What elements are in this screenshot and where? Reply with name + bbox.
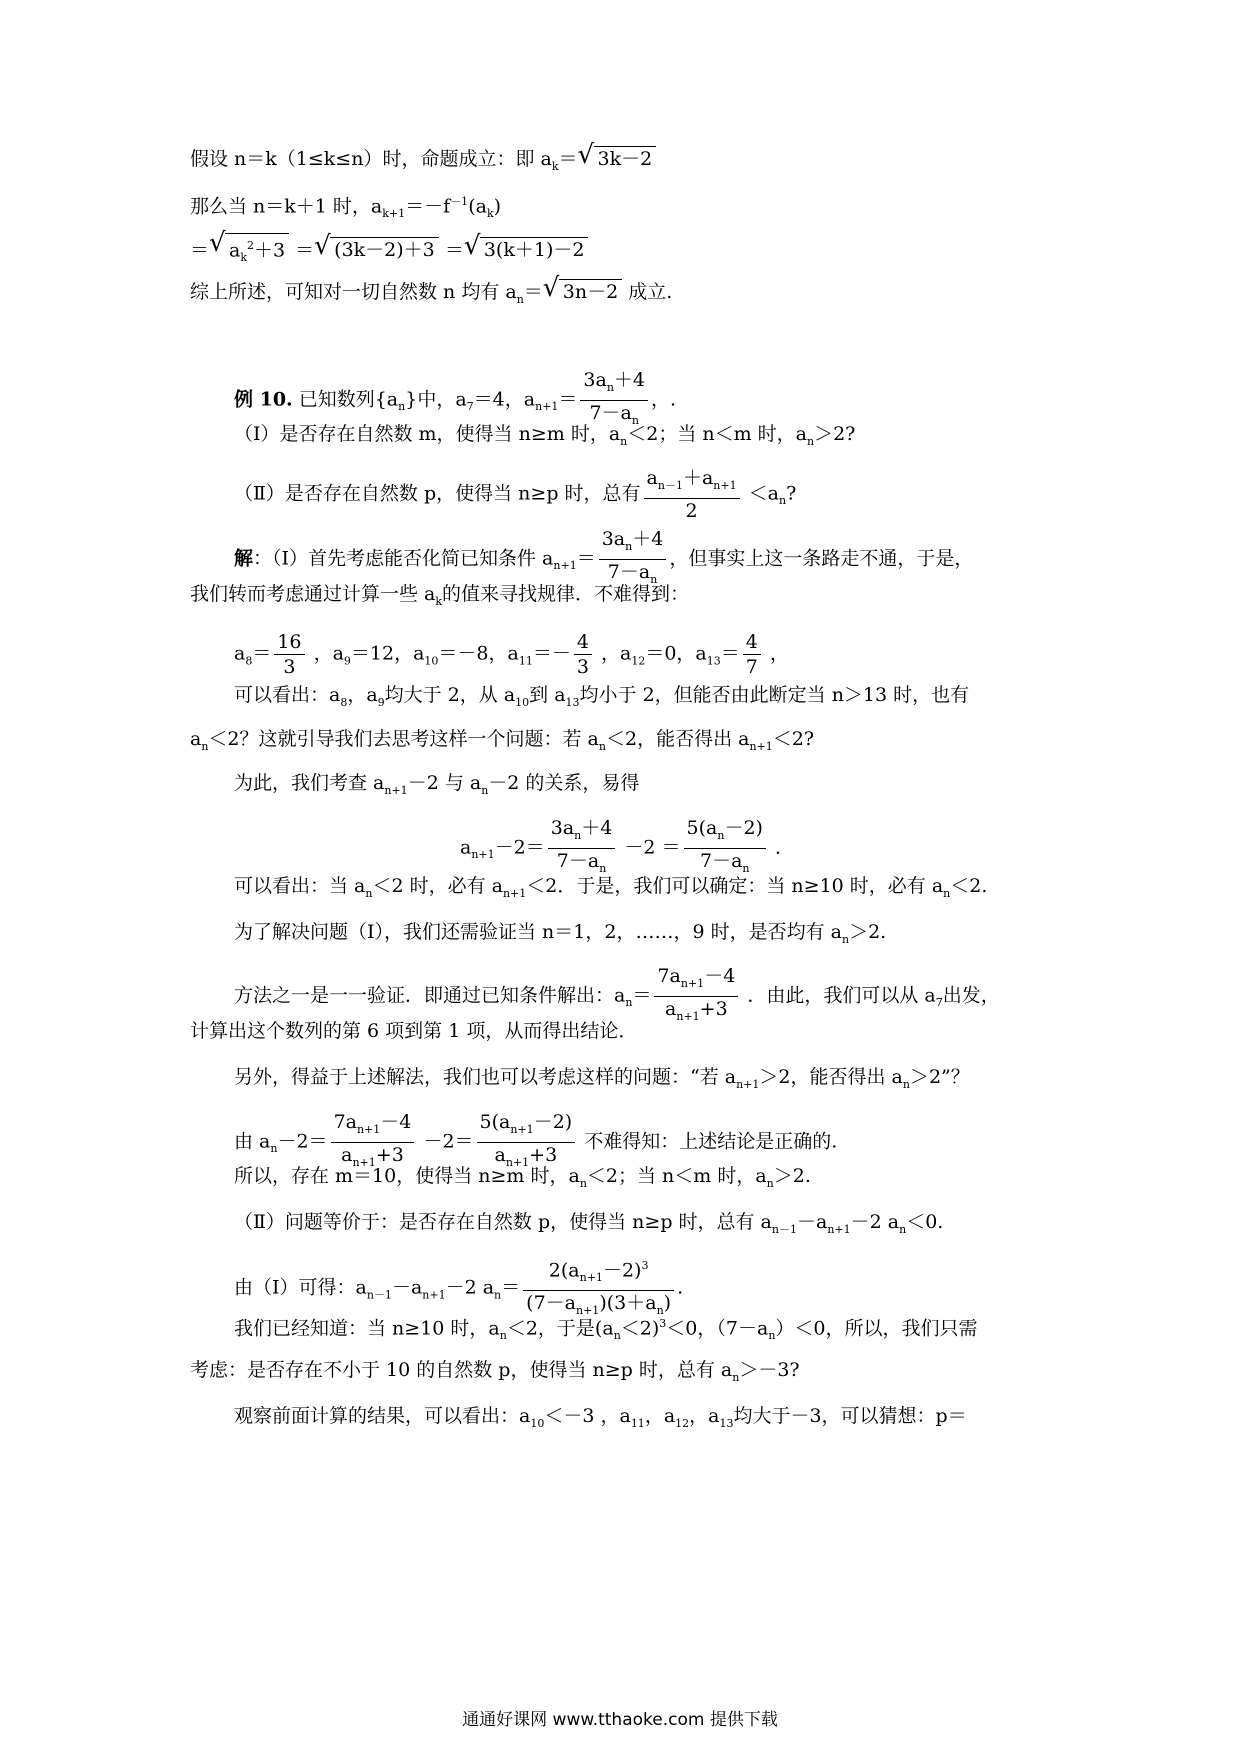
- conclusion-n-ge-10: 可以看出：当 $a_n<2$ 时，必有 $a_{n+1}<2$．于是，我们可以确定：当 n≥10 时，必有 $a_n<2$.: [234, 875, 988, 900]
- part-2-reasoning: 我们已经知道：当 n≥10 时，$a_n<2$，于是$(a_n<2)^3<0$，$(7-a_n)<0$，所以，我们只需: [234, 1317, 978, 1343]
- observation-1-cont: $a_n<2$？这就引导我们去思考这样一个问题：若 $a_n<2$，能否得出 $a_{n+1}<2$?: [190, 728, 815, 753]
- page-footer: 通通好课网 www.tthaoke.com 提供下载: [462, 1710, 778, 1730]
- alternative-question: 另外，得益于上述解法，我们也可以考虑这样的问题：“若 $a_{n+1}>2$，能否得出 $a_n>2$”？: [234, 1066, 970, 1091]
- line-conclusion: 综上所述，可知对一切自然数 n 均有 $a_n=$ √ 3n－2 成立.: [190, 273, 673, 306]
- example-10-statement: 例 10. 已知数列$\{a_n\}$中，$a_7=4$，$a_{n+1}=$ $\frac{3a_n+4}{7-a_n}$ ，.: [234, 369, 677, 427]
- question-1: （Ⅰ）是否存在自然数 m，使得当 n≥m 时，$a_n<2$；当 n＜m 时，$a_n>2$?: [234, 423, 856, 448]
- line-induction-step: 那么当 n＝k＋1 时，$a_{k+1}=-f^{-1}(a_k)$: [190, 195, 502, 221]
- part-2-equivalent: （Ⅱ）问题等价于：是否存在自然数 p，使得当 n≥p 时，总有 $a_{n-1}-a_{n+1}-2$ $a_n<0$.: [234, 1211, 944, 1236]
- verification-needed: 为了解决问题（Ⅰ），我们还需验证当 n＝1，2，……，9 时，是否均有 $a_n>2$.: [234, 921, 887, 946]
- method-one-cont: 计算出这个数列的第 6 项到第 1 项，从而得出结论．: [190, 1020, 638, 1042]
- part-2-reasoning-cont: 考虑：是否存在不小于 10 的自然数 p，使得当 n≥p 时，总有 $a_n>-3$?: [190, 1359, 800, 1384]
- part-2-formula: 由（Ⅰ）可得：$a_{n-1}-a_{n+1}-2$ $a_n=$ $\frac{2(a_{n+1}-2)^3}{(7-a_{n+1})(3+a_n)}$ .: [234, 1254, 683, 1323]
- solution-part-1: 解：（Ⅰ）首先考虑能否化简已知条件 $a_{n+1}=$ $\frac{3a_n+4}{7-a_n}$ ，但事实上这一条路走不通，于是，: [234, 528, 974, 586]
- method-one: 方法之一是一一验证．即通过已知条件解出：$a_n=$ $\frac{7a_{n+1}-4}{a_{n+1}+3}$ ．由此，我们可以从 $a_7$出发，: [234, 965, 1000, 1023]
- part-2-observation: 观察前面计算的结果，可以看出：$a_{10}<-3$ ，$a_{11}$，$a_{12}$，$a_{13}$均大于－3，可以猜想：p＝: [234, 1405, 967, 1430]
- alternative-equation: 由 $a_n-2=$ $\frac{7a_{n+1}-4}{a_{n+1}+3}$ －2＝ $\frac{5(a_{n+1}-2)}{a_{n+1}+3}$ 不难得知：上述结论是正确的.: [234, 1111, 838, 1169]
- investigation-intro: 为此，我们考查 $a_{n+1}-2$ 与 $a_n-2$ 的关系，易得: [234, 772, 640, 797]
- answer-part-1: 所以，存在 m＝10，使得当 n≥m 时，$a_n<2$；当 n＜m 时，$a_n>2$.: [234, 1165, 811, 1190]
- equation-difference: $a_{n+1}-2=$ $\frac{3a_n+4}{7-a_n}$ －2 ＝ $\frac{5(a_n-2)}{7-a_n}$ ．: [460, 817, 795, 875]
- solution-part-1-cont: 我们转而考虑通过计算一些 $a_k$的值来寻找规律．不难得到：: [190, 583, 690, 608]
- observation-1: 可以看出：$a_8$，$a_9$均大于 2，从 $a_{10}$到 $a_{13}$均小于 2，但能否由此断定当 n＞13 时，也有: [234, 684, 970, 709]
- computed-values: $a_8=$ $\frac{16}{3}$ ，$a_9=12$，$a_{10}=-8$，$a_{11}=-$ $\frac{4}{3}$ ，$a_{12}=0$，$a_{13}=$ $\frac{4}{7}$ ，: [234, 631, 789, 678]
- line-induction-assumption: 假设 n＝k（1≤k≤n）时，命题成立：即 $a_k=$ √ 3k－2: [190, 145, 656, 181]
- question-2: （Ⅱ）是否存在自然数 p，使得当 n≥p 时，总有 $\frac{a_{n-1}+a_{n+1}}{2}$ $<a_n$?: [234, 467, 797, 522]
- line-sqrt-chain: ＝ √ $a_k^2+3$ ＝ √ (3k－2)＋3 ＝ √ 3(k＋1)－2: [190, 233, 588, 270]
